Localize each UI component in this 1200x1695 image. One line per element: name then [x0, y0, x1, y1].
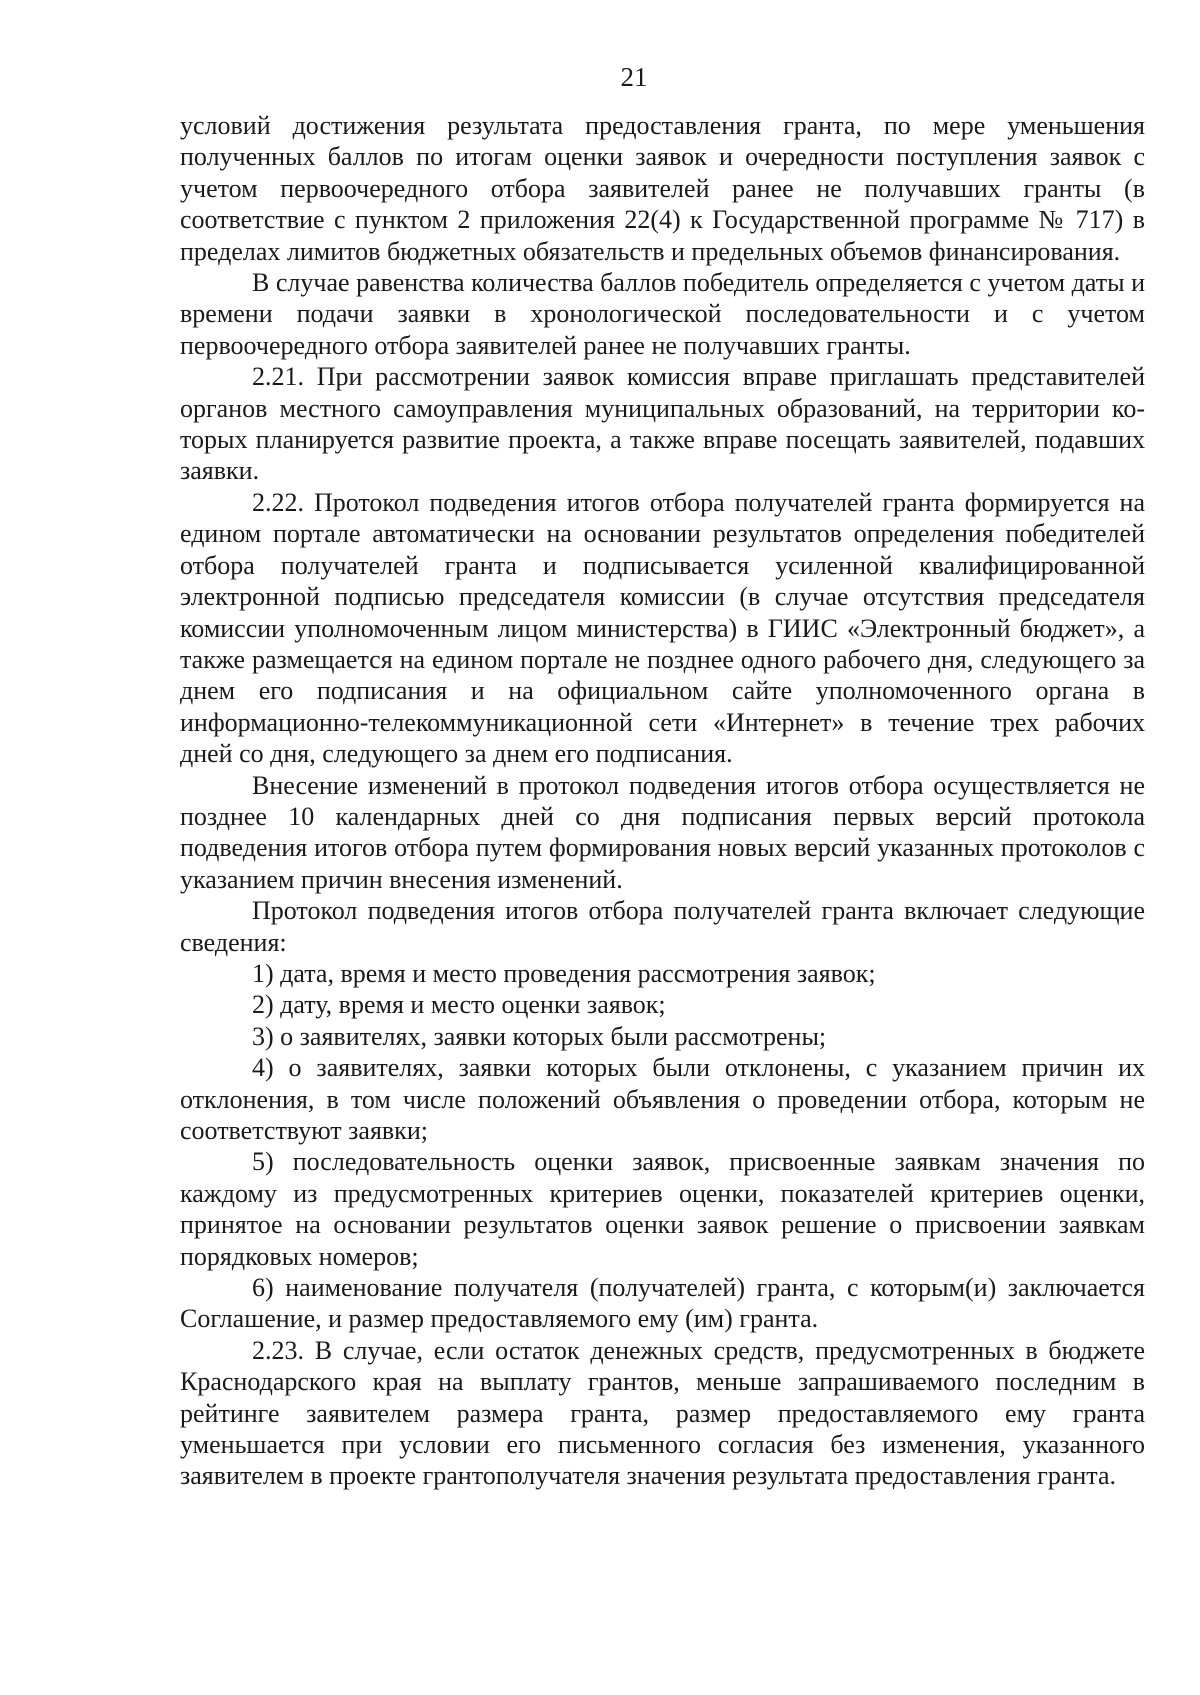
list-item: 5) последовательность оценки заявок, присвоенные заявкам значения по каждому из предусмотренных критериев оценки, показателей критериев оценки, принятое на основании результатов оценки заявок решение о присвоении заявкам порядковых номеров;: [180, 1147, 1145, 1271]
list-item: 4) о заявителях, заявки которых были отклонены, с указанием причин их отклонения, в том числе положений объявления о проведении отбора, которым не соответствуют заявки;: [180, 1053, 1145, 1145]
paragraph: Внесение изменений в протокол подведения итогов отбора осуществляется не позднее 10 календарных дней со дня подписания первых версий протокола подведения итогов отбора путем формирования новых версий указанных протоколов с указанием причин внесения изменений.: [180, 770, 1145, 894]
document-body: [180, 110, 1145, 1492]
paragraph: 2.21. При рассмотрении заявок комиссия вправе приглашать представителей органов местного самоуправления муниципальных образований, на территории которых планируется развитие проекта, а также вправе посещать заявителей, подавших заявки.: [180, 362, 1145, 486]
list-item: 1) дата, время и место проведения рассмотрения заявок;: [252, 958, 876, 988]
page-number: 21: [620, 62, 648, 92]
paragraph: Протокол подведения итогов отбора получателей гранта включает следующие сведения:: [180, 896, 1145, 957]
paragraph: условий достижения результата предоставления гранта, по мере уменьшения полученных баллов по итогам оценки заявок и очередности поступления заявок с учетом первоочередного отбора заявителей ранее не получавших гранты (в соответствие с пунктом 2 приложения 22(4) к Государственной программе № 717) в пределах лимитов бюджетных обязательств и предельных объемов финансирования.: [180, 111, 1145, 266]
list-item: 2) дату, время и место оценки заявок;: [252, 990, 666, 1020]
list-item: 3) о заявителях, заявки которых были рассмотрены;: [252, 1021, 827, 1051]
paragraph: 2.22. Протокол подведения итогов отбора получателей гранта формируется на едином портале автоматически на основании результатов определения победителей отбора получателей гранта и подписывается усиленной квалифицированной электронной подписью председателя комиссии (в случае отсутствия председателя комиссии уполномоченным лицом министерства) в ГИИС «Электронный бюджет», а также размещается на едином портале не позднее одного рабочего дня, следующего за днем его подписания и на официальном сайте уполномоченного органа в информационно-телекоммуникационной сети «Интернет» в течение трех рабочих дней со дня, следующего за днем его подписания.: [180, 487, 1145, 769]
paragraph: 2.23. В случае, если остаток денежных средств, предусмотренных в бюджете Краснодарского края на выплату грантов, меньше запрашиваемого последним в рейтинге заявителем размера гранта, размер предоставляемого ему гранта уменьшается при условии его письменного согласия без изменения, указанного заявителем в проекте грантополучателя значения результата предоставления гранта.: [180, 1335, 1145, 1491]
list-item: 6) наименование получателя (получателей) гранта, с которым(и) заключается Соглашение, и размер предоставляемого ему (им) гранта.: [180, 1273, 1145, 1334]
paragraph: В случае равенства количества баллов победитель определяется с учетом даты и времени подачи заявки в хронологической последовательности и с учетом первоочередного отбора заявителей ранее не получавших гранты.: [180, 268, 1145, 360]
